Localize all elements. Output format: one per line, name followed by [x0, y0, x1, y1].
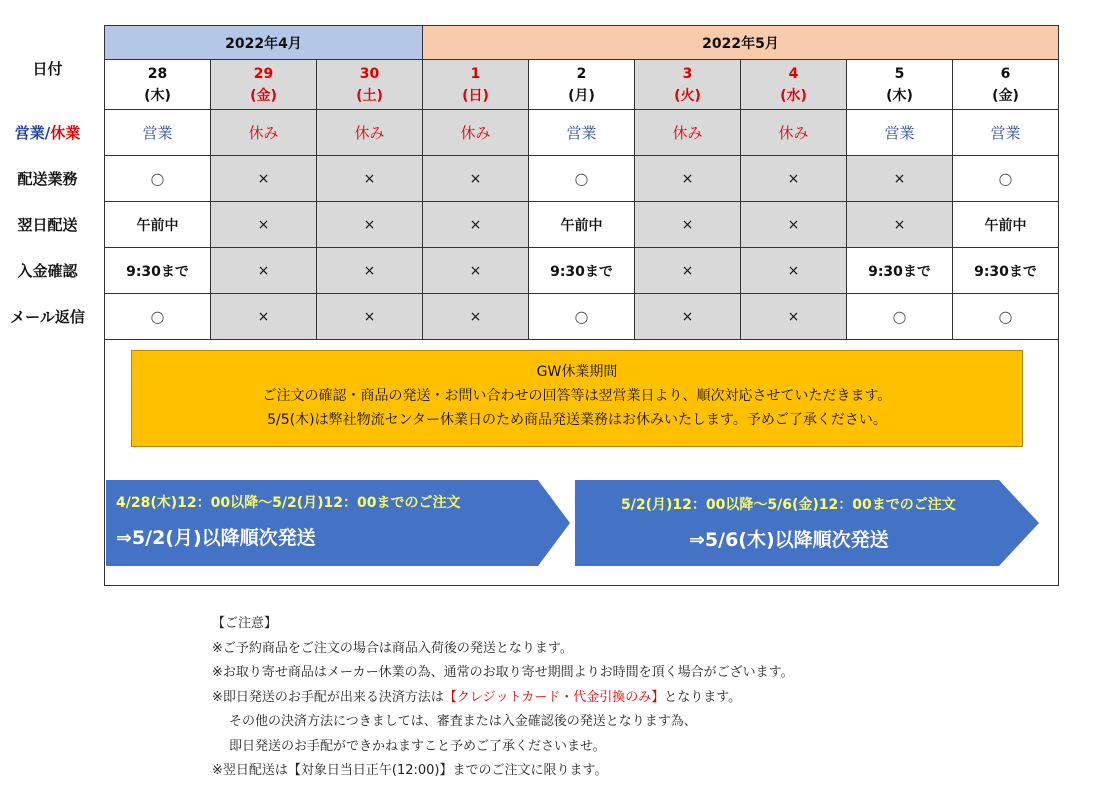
- date-weekday: (金): [992, 87, 1019, 104]
- mail-cell: ○: [529, 294, 635, 340]
- notice-line-1: ご注文の確認・商品の発送・お問い合わせの回答等は翌営業日より、順次対応させていただきます。: [262, 388, 892, 404]
- note-same-day-post: となります。: [664, 689, 742, 705]
- row-label-nextday: 翌日配送: [17, 216, 78, 234]
- date-weekday: (火): [674, 87, 701, 104]
- date-cell: [211, 60, 317, 110]
- arrow-2-period: 5/2(月)12：00以降〜5/6(金)12：00までのご注文: [621, 497, 956, 513]
- nextday-cell: ×: [847, 202, 953, 248]
- nextday-cell: 午前中: [953, 202, 1058, 248]
- status-label-open: 営業/: [14, 124, 51, 142]
- date-cell: [741, 60, 847, 110]
- date-day: 4: [788, 65, 799, 82]
- notice-line-2: 5/5(木)は弊社物流センター休業日のため商品発送業務はお休みいたします。予めご了承ください。: [267, 412, 887, 428]
- status-cell: 休み: [211, 110, 317, 156]
- delivery-cell: ×: [741, 156, 847, 202]
- mail-cell: ×: [423, 294, 529, 340]
- mail-cell: ○: [847, 294, 953, 340]
- payment-cell: ×: [211, 248, 317, 294]
- date-weekday: (木): [144, 87, 171, 104]
- status-cell: 休み: [741, 110, 847, 156]
- date-cell: [529, 60, 635, 110]
- nextday-cell: 午前中: [529, 202, 635, 248]
- date-cell: [105, 60, 211, 110]
- status-cell: 休み: [317, 110, 423, 156]
- mail-cell: ×: [635, 294, 741, 340]
- date-cell: [847, 60, 953, 110]
- nextday-cell: ×: [317, 202, 423, 248]
- gw-notice-box: [131, 350, 1023, 447]
- nextday-cell: ×: [635, 202, 741, 248]
- note-same-day-pre: ※即日発送のお手配が出来る決済方法は: [212, 689, 444, 705]
- row-label-status: [0, 122, 95, 143]
- note-same-day: [212, 686, 794, 711]
- payment-cell: 9:30まで: [105, 248, 211, 294]
- delivery-cell: ○: [953, 156, 1058, 202]
- date-day: 28: [147, 65, 168, 82]
- date-day: 30: [359, 65, 380, 82]
- note-apology: 即日発送のお手配ができかねますこと予めご了承くださいませ。: [229, 738, 606, 754]
- payment-cell: 9:30まで: [953, 248, 1058, 294]
- arrow-1-shipping: ⇒5/2(月)以降順次発送: [116, 527, 316, 549]
- delivery-cell: ×: [423, 156, 529, 202]
- delivery-cell: ×: [211, 156, 317, 202]
- arrow-2-shipping: ⇒5/6(木)以降順次発送: [689, 529, 889, 551]
- status-cell: 休み: [635, 110, 741, 156]
- nextday-cell: ×: [741, 202, 847, 248]
- payment-cell: 9:30まで: [847, 248, 953, 294]
- status-cell: 営業: [953, 110, 1058, 156]
- arrow-shape-2: [575, 480, 1039, 566]
- payment-cell: 9:30まで: [529, 248, 635, 294]
- row-label-delivery: 配送業務: [17, 170, 78, 188]
- date-weekday: (木): [886, 87, 913, 104]
- mail-cell: ○: [953, 294, 1058, 340]
- payment-cell: ×: [635, 248, 741, 294]
- date-cell: [423, 60, 529, 110]
- row-label-payment: 入金確認: [17, 262, 78, 280]
- date-day: 3: [682, 65, 693, 82]
- note-same-day-methods: 【クレジットカード・代金引換のみ】: [443, 689, 665, 705]
- status-cell: 営業: [847, 110, 953, 156]
- row-label-date: 日付: [32, 60, 63, 78]
- notice-title: GW休業期間: [536, 364, 618, 380]
- date-day: 1: [470, 65, 481, 82]
- note-backorder: ※お取り寄せ商品はメーカー休業の為、通常のお取り寄せ期間よりお時間を頂く場合がございます。: [212, 665, 794, 680]
- note-preorder: ※ご予約商品をご注文の場合は商品入荷後の発送となります。: [212, 640, 573, 656]
- mail-cell: ○: [105, 294, 211, 340]
- mail-cell: ×: [211, 294, 317, 340]
- status-cell: 休み: [423, 110, 529, 156]
- status-label-closed: 休業: [50, 124, 81, 142]
- shipping-arrow-2: [575, 480, 1039, 566]
- nextday-cell: ×: [423, 202, 529, 248]
- mail-cell: ×: [741, 294, 847, 340]
- date-cell: [635, 60, 741, 110]
- delivery-cell: ×: [317, 156, 423, 202]
- date-day: 6: [1000, 65, 1011, 82]
- note-next-day: ※翌日配送は【対象日当日正午(12:00)】までのご注文に限ります。: [212, 763, 608, 778]
- delivery-cell: ×: [635, 156, 741, 202]
- notes-section: [212, 612, 794, 784]
- date-weekday: (日): [462, 87, 489, 104]
- note-other-payment: その他の決済方法につきましては、審査または入金確認後の発送となります為、: [229, 714, 697, 729]
- delivery-cell: ×: [847, 156, 953, 202]
- shipping-arrow-1: [106, 480, 570, 566]
- month-header-april: 2022年4月: [105, 26, 423, 60]
- date-weekday: (土): [356, 87, 383, 104]
- delivery-cell: ○: [529, 156, 635, 202]
- payment-cell: ×: [317, 248, 423, 294]
- date-weekday: (金): [250, 87, 277, 104]
- date-day: 5: [894, 65, 905, 82]
- status-cell: 営業: [529, 110, 635, 156]
- month-header-may: 2022年5月: [423, 26, 1058, 60]
- arrow-1-period: 4/28(木)12：00以降〜5/2(月)12：00までのご注文: [116, 495, 461, 511]
- date-day: 2: [576, 65, 587, 82]
- nextday-cell: ×: [211, 202, 317, 248]
- mail-cell: ×: [317, 294, 423, 340]
- status-cell: 営業: [105, 110, 211, 156]
- row-label-mail: メール返信: [10, 308, 85, 326]
- date-weekday: (水): [780, 87, 807, 104]
- date-cell: [317, 60, 423, 110]
- date-day: 29: [253, 65, 274, 82]
- date-weekday: (月): [568, 87, 595, 104]
- payment-cell: ×: [741, 248, 847, 294]
- notes-heading: 【ご注意】: [212, 616, 278, 631]
- date-cell: [953, 60, 1058, 110]
- delivery-cell: ○: [105, 156, 211, 202]
- nextday-cell: 午前中: [105, 202, 211, 248]
- payment-cell: ×: [423, 248, 529, 294]
